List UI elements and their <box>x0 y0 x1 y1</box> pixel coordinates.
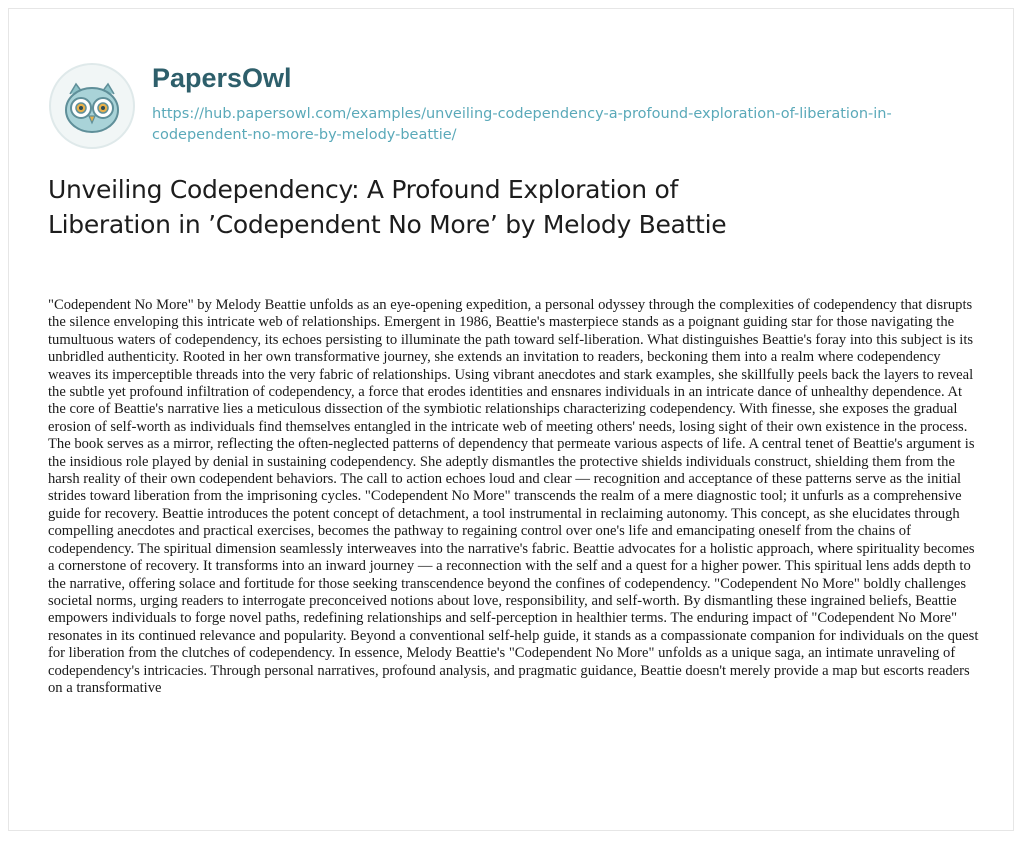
brand-name: PapersOwl <box>152 63 292 93</box>
article-body: "Codependent No More" by Melody Beattie unfolds as an eye-opening expedition, a personal odyssey through the complexities of codependency that disrupts the silence enveloping this intricate web of relationships. Emergent in 1986, Beattie's masterpiece stands as a poignant guiding star for those navigating the tumultuous waters of codependency, its echoes persisting to illuminate the path toward self-liberation. What distinguishes Beattie's foray into this subject is its unbridled authenticity. Rooted in her own transformative journey, she extends an invitation to readers, beckoning them into a realm where codependency weaves its imperceptible threads into the very fabric of relationships. Using vibrant anecdotes and stark examples, she skillfully peels back the layers to reveal the subtle yet profound infiltration of codependency, a force that erodes identities and ensnares individuals in an intricate dance of unhealthy dependence. At the core of Beattie's narrative lies a meticulous dissection of the symbiotic relationships characterizing codependency. With finesse, she exposes the gradual erosion of self-worth as individuals find themselves entangled in the intricate web of meeting others' needs, losing sight of their own existence in the process. The book serves as a mirror, reflecting the often-neglected patterns of dependency that permeate various aspects of life. A central tenet of Beattie's argument is the insidious role played by denial in sustaining codependency. She adeptly dismantles the protective shields individuals construct, shielding them from the harsh reality of their own codependent behaviors. The call to action echoes loud and clear — recognition and acceptance of these patterns serve as the initial strides toward liberation from the imprisoning cycles. "Codependent No More" transcends the realm of a mere diagnostic tool; it unfurls as a comprehensive guide for recovery. Beattie introduces the potent concept of detachment, a tool instrumental in reclaiming autonomy. This concept, as she elucidates through compelling anecdotes and practical exercises, becomes the pathway to regaining control over one's life and emancipating oneself from the chains of codependency. The spiritual dimension seamlessly interweaves into the narrative's fabric. Beattie advocates for a holistic approach, where spirituality becomes a cornerstone of recovery. It transforms into an inward journey — a reconnection with the self and a quest for a higher power. This spiritual lens adds depth to the narrative, offering solace and fortitude for those seeking transcendence beyond the confines of codependency. "Codependent No More" boldly challenges societal norms, urging readers to interrogate preconceived notions about love, responsibility, and self-worth. By dismantling these ingrained beliefs, Beattie empowers individuals to forge novel paths, redefining relationships and self-perception in healthier terms. The enduring impact of "Codependent No More" resonates in its continued relevance and popularity. Beyond a conventional self-help guide, it stands as a compassionate companion for individuals on the quest for liberation from the clutches of codependency. In essence, Melody Beattie's "Codependent No More" unfolds as a unique saga, an intimate unraveling of codependency's intricacies. Through personal narratives, profound analysis, and pragmatic guidance, Beattie doesn't merely provide a map but escorts readers on a transformative <box>48 297 979 696</box>
brand-block <box>152 60 912 146</box>
page-header <box>46 60 912 152</box>
article-title: Unveiling Codependency: A Profound Exploration of Liberation in ’Codependent No More’ by Melody Beattie <box>48 175 727 239</box>
source-link[interactable]: https://hub.papersowl.com/examples/unveiling-codependency-a-profound-exploration-of-liberation-in-codependent-no-more-by-melody-beattie/ <box>152 106 892 143</box>
owl-logo-icon <box>46 60 138 152</box>
